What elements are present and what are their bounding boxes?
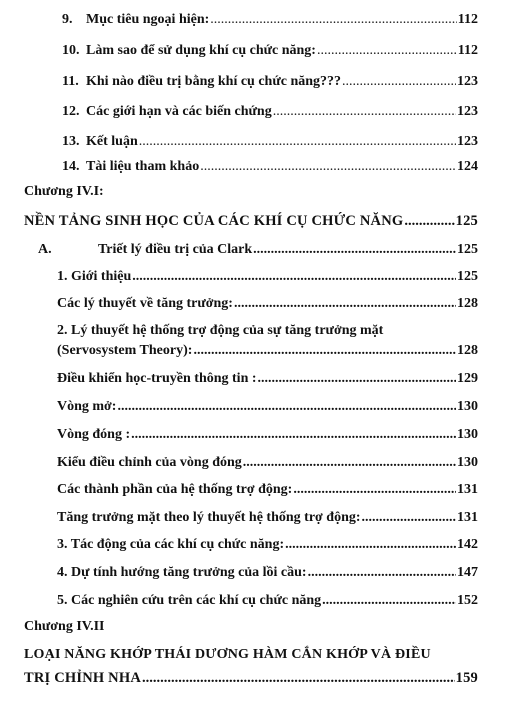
entry-title: Kiểu điều chỉnh của vòng đóng xyxy=(57,455,242,470)
entry-page: 159 xyxy=(455,670,478,686)
entry-page: 130 xyxy=(457,427,478,442)
toc-entry xyxy=(57,426,478,444)
dot-leader xyxy=(285,536,456,554)
entry-number: 13. xyxy=(62,134,80,149)
dot-leader xyxy=(253,241,456,259)
entry-title: Điều khiển học-truyền thông tin : xyxy=(57,371,257,386)
toc-entry xyxy=(57,295,478,313)
entry-title: Tài liệu tham khảo xyxy=(86,159,200,174)
entry-title: 5. Các nghiên cứu trên các khí cụ chức năng xyxy=(57,593,322,608)
entry-page: 125 xyxy=(455,213,478,229)
toc-entry xyxy=(62,133,478,151)
entry-page: 147 xyxy=(457,565,478,580)
chapter-title xyxy=(24,212,478,230)
dot-leader xyxy=(404,212,454,230)
entry-page: 130 xyxy=(457,399,478,414)
entry-title: Mục tiêu ngoại hiện: xyxy=(86,12,210,27)
entry-page: 131 xyxy=(457,510,478,525)
entry-page: 131 xyxy=(457,482,478,497)
toc-entry xyxy=(57,342,478,360)
chapter-title-line1: LOẠI NĂNG KHỚP THÁI DƯƠNG HÀM CẮN KHỚP VÀ ĐIỀU xyxy=(24,647,431,662)
section-entry xyxy=(38,241,478,259)
toc-entry xyxy=(57,564,478,582)
entry-page: 125 xyxy=(457,242,478,257)
entry-page: 112 xyxy=(457,12,478,27)
chapter-heading: Chương IV.I: xyxy=(24,184,104,199)
entry-number: 9. xyxy=(62,12,73,27)
entry-page: 128 xyxy=(457,343,478,358)
entry-page: 130 xyxy=(457,455,478,470)
entry-page: 128 xyxy=(457,296,478,311)
toc-entry xyxy=(57,481,478,499)
toc-entry xyxy=(62,158,478,176)
entry-title: Các lý thuyết về tăng trưởng: xyxy=(57,296,233,311)
entry-title: Các thành phần của hệ thống trợ động: xyxy=(57,482,293,497)
entry-page: 152 xyxy=(457,593,478,608)
dot-leader xyxy=(200,158,456,176)
dot-leader xyxy=(362,509,456,527)
chapter-title-line2: TRỊ CHỈNH NHA xyxy=(24,670,141,686)
entry-title-line2: (Servosystem Theory): xyxy=(57,343,193,358)
chapter-title xyxy=(24,669,478,687)
dot-leader xyxy=(322,592,456,610)
entry-page: 123 xyxy=(457,104,478,119)
entry-title: Vòng mở: xyxy=(57,399,117,414)
dot-leader xyxy=(293,481,456,499)
entry-title: Các giới hạn và các biến chứng xyxy=(86,104,272,119)
dot-leader xyxy=(258,370,456,388)
toc-entry xyxy=(57,398,478,416)
dot-leader xyxy=(210,11,456,29)
toc-entry xyxy=(57,370,478,388)
toc-entry xyxy=(57,268,478,286)
toc-entry xyxy=(62,73,478,91)
entry-title: Khi nào điều trị bằng khí cụ chức năng??? xyxy=(86,74,342,89)
dot-leader xyxy=(132,268,456,286)
entry-page: 123 xyxy=(457,134,478,149)
toc-entry xyxy=(57,454,478,472)
entry-title: 4. Dự tính hướng tăng trưởng của lồi cầu: xyxy=(57,565,307,580)
entry-page: 123 xyxy=(457,74,478,89)
entry-page: 142 xyxy=(457,537,478,552)
entry-number: 12. xyxy=(62,104,80,119)
chapter-heading: Chương IV.II xyxy=(24,619,105,634)
entry-page: 125 xyxy=(457,269,478,284)
entry-number: 10. xyxy=(62,43,80,58)
entry-number: 11. xyxy=(62,74,79,89)
dot-leader xyxy=(342,73,456,91)
toc-entry xyxy=(57,592,478,610)
section-title: Triết lý điều trị của Clark xyxy=(98,242,253,257)
toc-entry xyxy=(62,11,478,29)
dot-leader xyxy=(234,295,456,313)
entry-title: 1. Giới thiệu xyxy=(57,269,132,284)
dot-leader xyxy=(139,133,456,151)
entry-title: Vòng đóng : xyxy=(57,427,131,442)
dot-leader xyxy=(131,426,456,444)
toc-entry xyxy=(62,42,478,60)
entry-title-line1: 2. Lý thuyết hệ thống trợ động của sự tăng trưởng mặt xyxy=(57,323,384,338)
dot-leader xyxy=(308,564,456,582)
dot-leader xyxy=(193,342,456,360)
entry-title: 3. Tác động của các khí cụ chức năng: xyxy=(57,537,285,552)
toc-entry xyxy=(57,509,478,527)
entry-number: 14. xyxy=(62,159,80,174)
toc-entry xyxy=(57,536,478,554)
entry-title: Làm sao để sử dụng khí cụ chức năng: xyxy=(86,43,316,58)
entry-title: Kết luận xyxy=(86,134,138,149)
chapter-title-text: NỀN TẢNG SINH HỌC CỦA CÁC KHÍ CỤ CHỨC NĂNG xyxy=(24,213,404,229)
toc-entry xyxy=(62,103,478,121)
dot-leader xyxy=(243,454,456,472)
dot-leader xyxy=(142,669,455,687)
entry-page: 112 xyxy=(457,43,478,58)
dot-leader xyxy=(117,398,456,416)
section-letter: A. xyxy=(38,242,52,257)
entry-title: Tăng trưởng mặt theo lý thuyết hệ thống trợ động: xyxy=(57,510,361,525)
dot-leader xyxy=(317,42,457,60)
entry-page: 124 xyxy=(457,159,478,174)
entry-page: 129 xyxy=(457,371,478,386)
dot-leader xyxy=(273,103,456,121)
